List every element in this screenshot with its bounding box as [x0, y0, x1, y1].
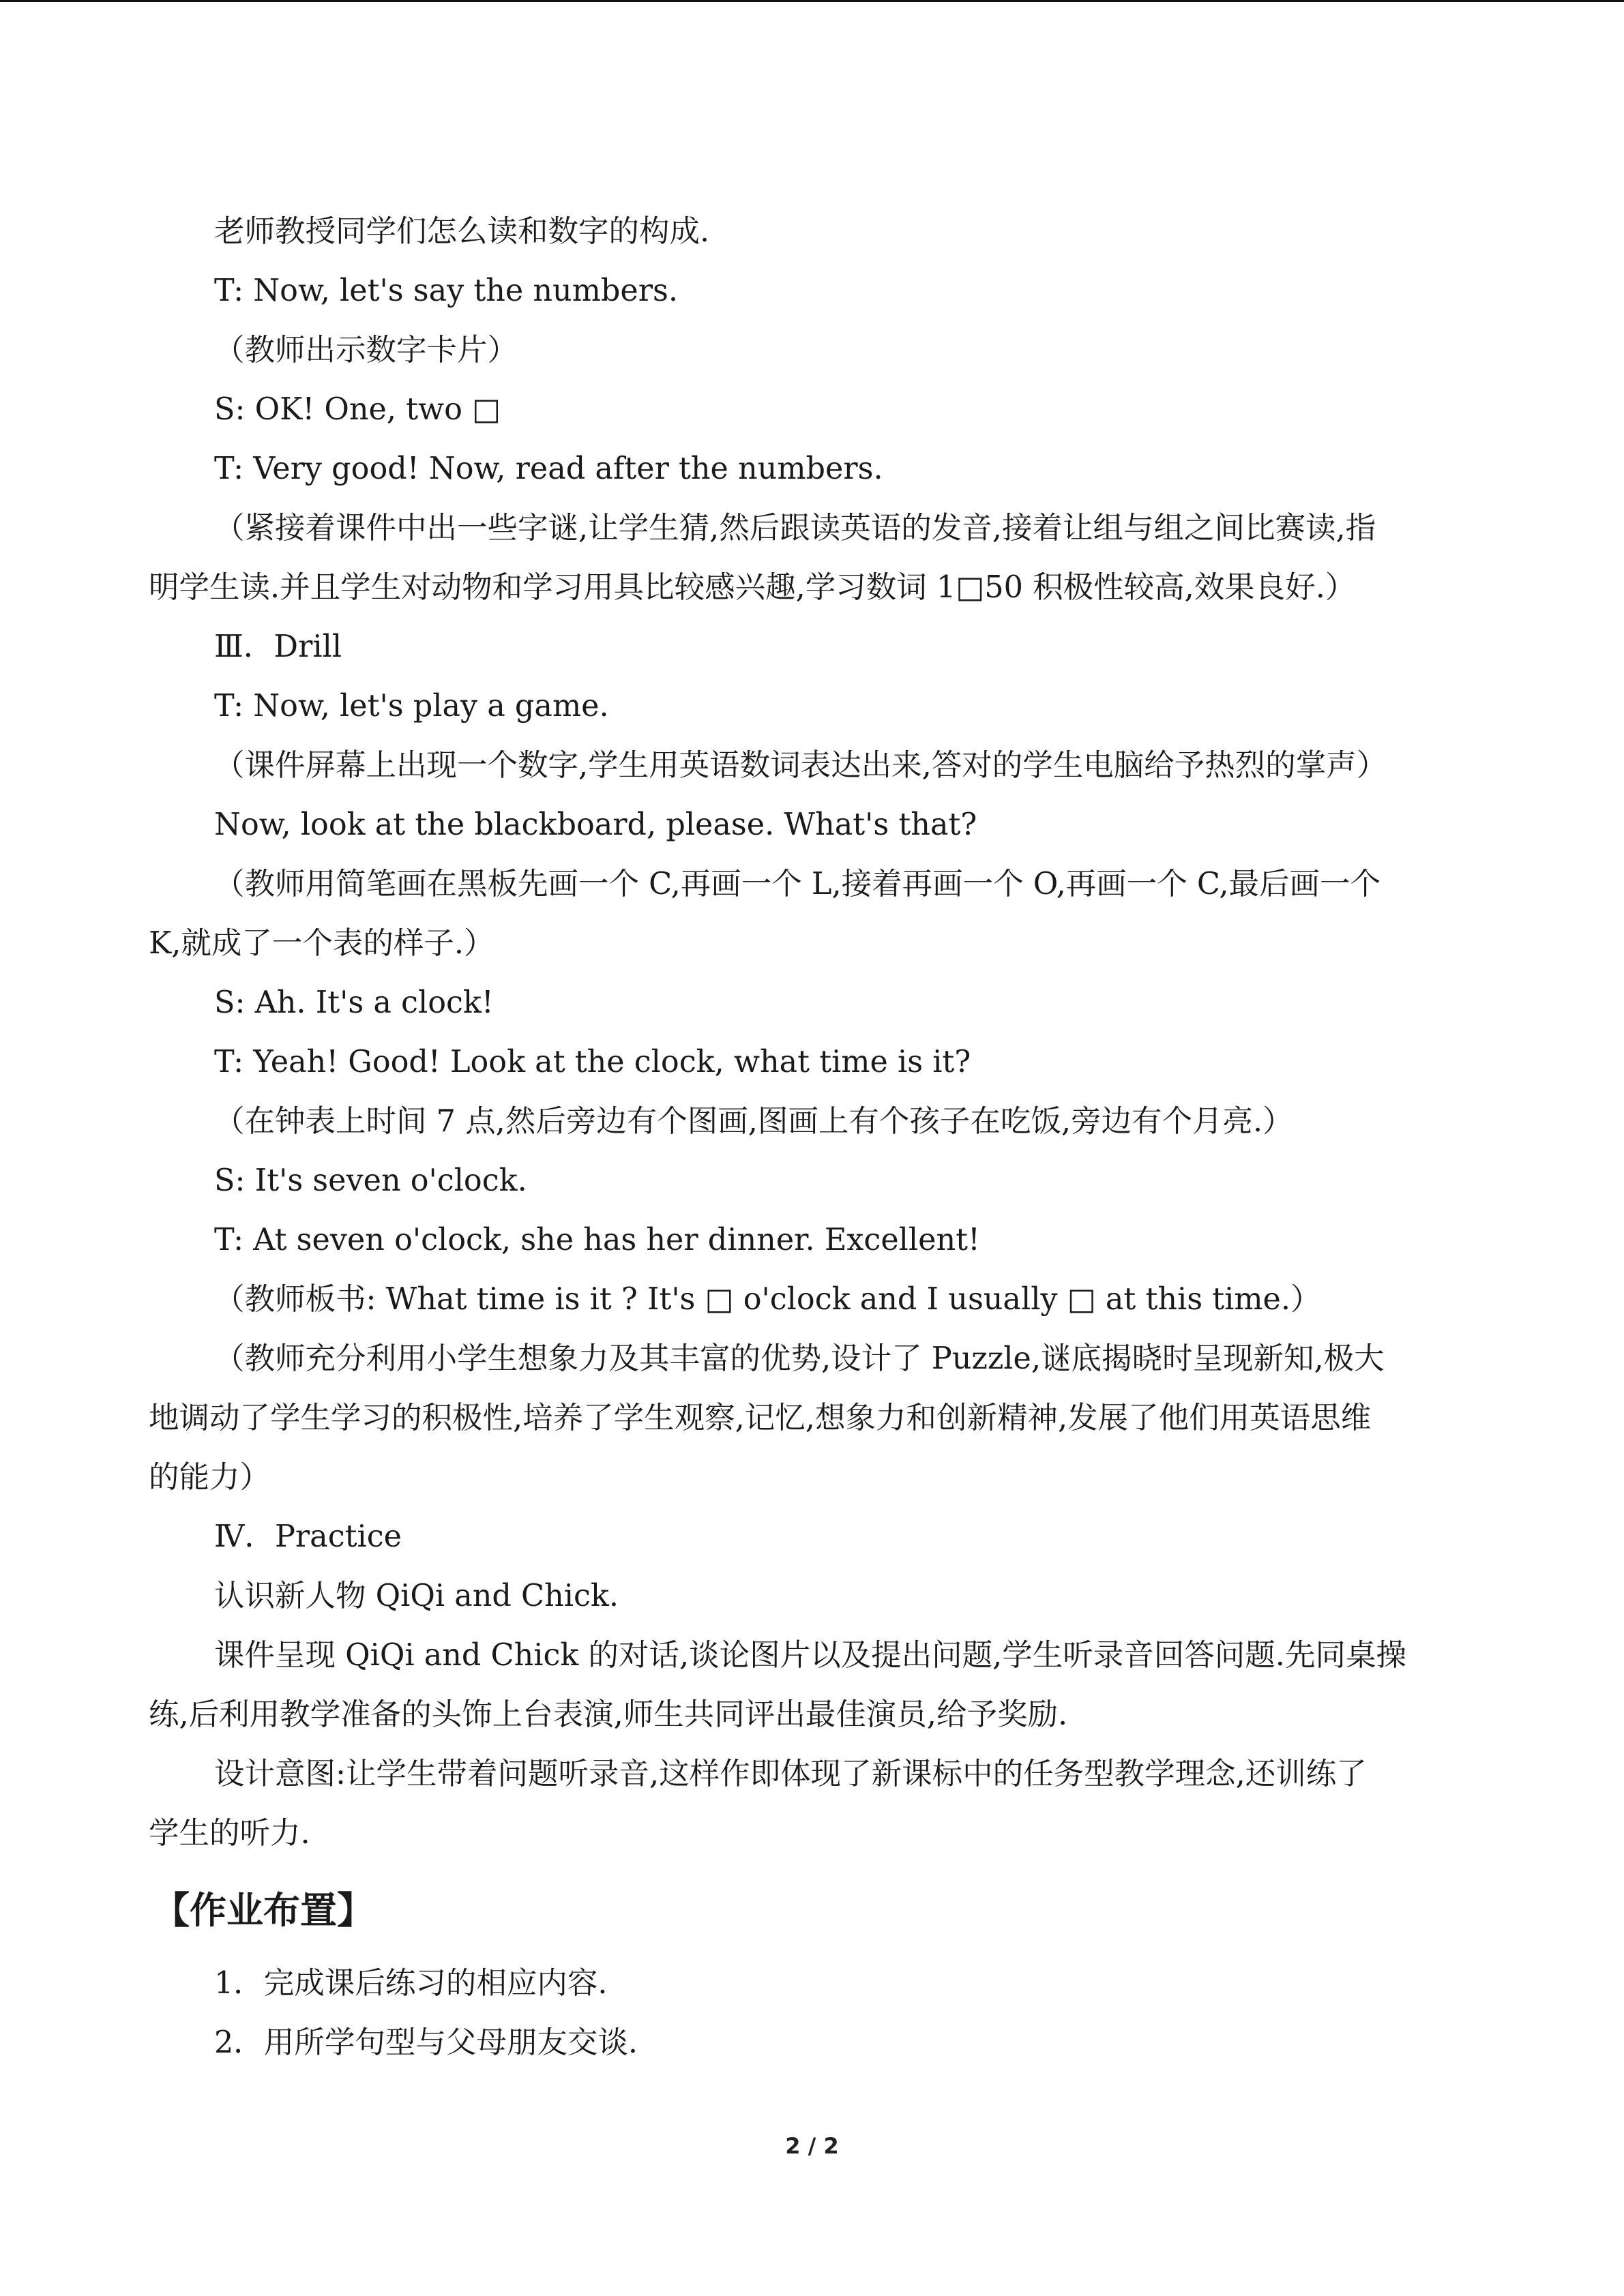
text-line: 老师教授同学们怎么读和数字的构成. — [214, 214, 710, 249]
text-line: （教师出示数字卡片） — [214, 333, 518, 368]
text-line: T: Now, let's play a game. — [214, 689, 609, 724]
text-line: 地调动了学生学习的积极性,培养了学生观察,记忆,想象力和创新精神,发展了他们用英语思维 — [149, 1401, 1372, 1435]
text-line: T: At seven o'clock, she has her dinner. Excellent! — [214, 1223, 980, 1257]
text-line: （教师充分利用小学生想象力及其丰富的优势,设计了 Puzzle,谜底揭晓时呈现新知,极大 — [214, 1341, 1385, 1376]
text-line: 学生的听力. — [149, 1816, 310, 1851]
text-line: S: Ah. It's a clock! — [214, 985, 494, 1020]
text-line: （教师用简笔画在黑板先画一个 C,再画一个 L,接着再画一个 O,再画一个 C,最后画一个 — [214, 867, 1381, 901]
page-number: 2 / 2 — [785, 2133, 839, 2159]
top-border-line — [0, 0, 1624, 2]
text-line: （紧接着课件中出一些字谜,让学生猜,然后跟读英语的发音,接着让组与组之间比赛读,指 — [214, 511, 1376, 546]
text-line: Ⅳ．Practice — [214, 1519, 402, 1554]
document-body — [149, 202, 1487, 2072]
text-line: S: It's seven o'clock. — [214, 1163, 527, 1198]
text-line: K,就成了一个表的样子.） — [149, 926, 494, 961]
text-line: 课件呈现 QiQi and Chick 的对话,谈论图片以及提出问题,学生听录音回答问题.先同桌操 — [214, 1638, 1406, 1673]
text-line: 明学生读.并且学生对动物和学习用具比较感兴趣,学习数词 1□50 积极性较高,效果良好.） — [149, 570, 1356, 605]
text-line: T: Yeah! Good! Look at the clock, what time is it? — [214, 1045, 971, 1079]
text-line: （教师板书: What time is it ? It's □ o'clock and I usually □ at this time.） — [214, 1282, 1321, 1317]
homework-item: 2．用所学句型与父母朋友交谈. — [214, 2025, 638, 2060]
text-line: 练,后利用教学准备的头饰上台表演,师生共同评出最佳演员,给予奖励. — [149, 1697, 1068, 1732]
text-line: 认识新人物 QiQi and Chick. — [214, 1579, 619, 1613]
text-line: 设计意图:让学生带着问题听录音,这样作即体现了新课标中的任务型教学理念,还训练了 — [214, 1757, 1367, 1791]
text-line: Now, look at the blackboard, please. What's that? — [214, 807, 977, 842]
section-heading: 【作业布置】 — [153, 1889, 374, 1932]
text-line: （课件屏幕上出现一个数字,学生用英语数词表达出来,答对的学生电脑给予热烈的掌声） — [214, 748, 1387, 783]
text-line: S: OK! One, two □ — [214, 392, 501, 427]
text-line: T: Very good! Now, read after the numbers. — [214, 451, 883, 486]
text-line: （在钟表上时间 7 点,然后旁边有个图画,图画上有个孩子在吃饭,旁边有个月亮.） — [214, 1104, 1293, 1139]
text-line: T: Now, let's say the numbers. — [214, 273, 678, 308]
lines-container — [149, 202, 1487, 1863]
homework-item: 1．完成课后练习的相应内容. — [214, 1966, 608, 2001]
text-line: Ⅲ．Drill — [214, 629, 342, 664]
text-line: 的能力） — [149, 1460, 271, 1495]
